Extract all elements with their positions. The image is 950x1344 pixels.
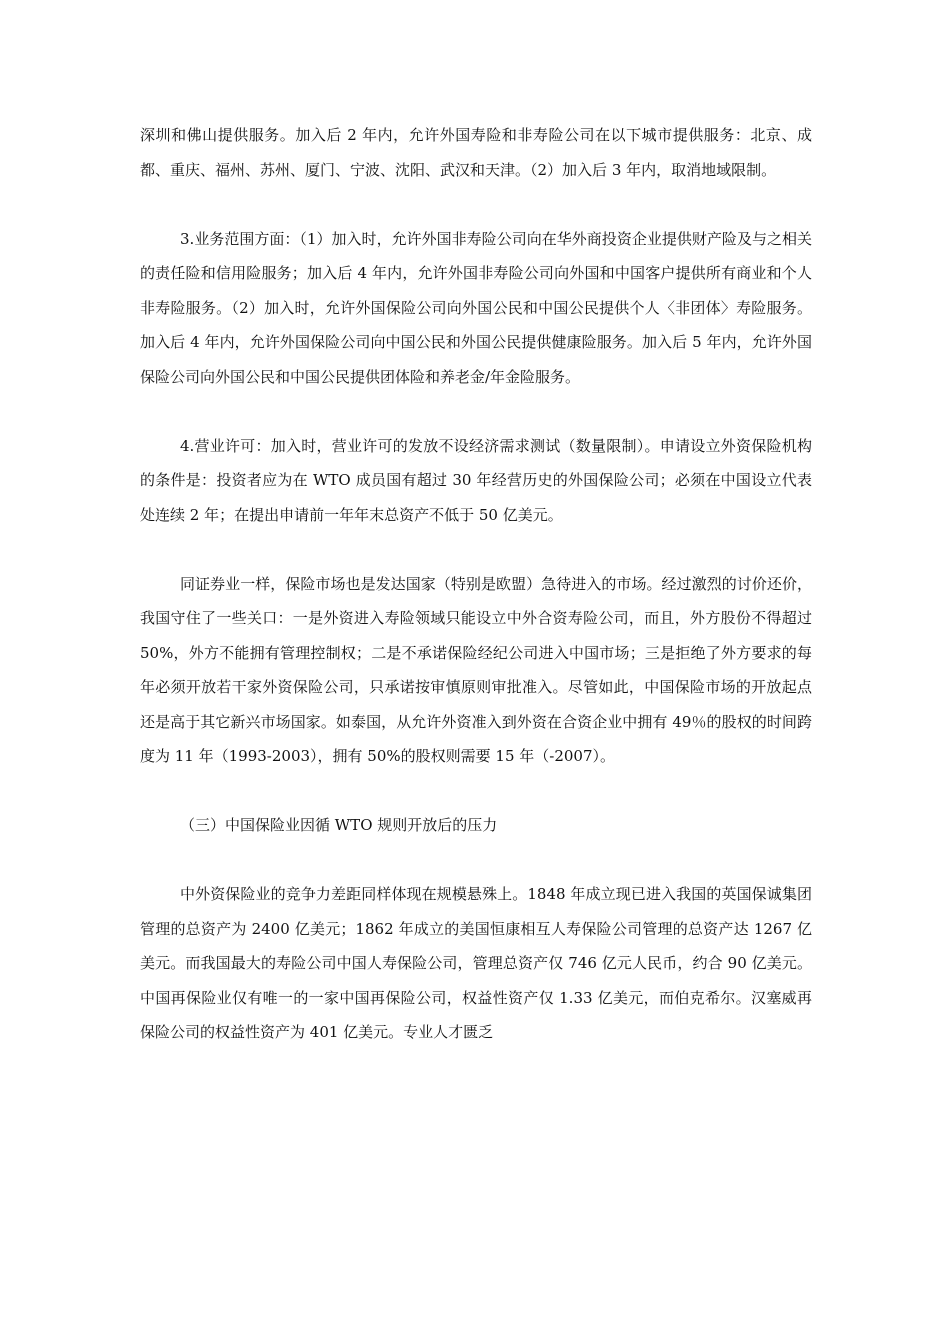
- paragraph-business-scope: 3.业务范围方面：（1）加入时，允许外国非寿险公司向在华外商投资企业提供财产险及与之相关的责任险和信用险服务；加入后 4 年内，允许外国非寿险公司向外国和中国客户提供所有商业和个人非寿险服务。（2）加入时，允许外国保险公司向外国公民和中国公民提供个人〈非团体〉寿险服务。加入后 4 年内，允许外国保险公司向中国公民和外国公民提供健康险服务。加入后 5 年内，允许外国保险公司向外国公民和中国公民提供团体险和养老金/年金险服务。: [140, 229, 812, 386]
- paragraph-market-opening: 同证券业一样，保险市场也是发达国家（特别是欧盟）急待进入的市场。经过激烈的讨价还价，我国守住了一些关口：一是外资进入寿险领域只能设立中外合资寿险公司，而且，外方股份不得超过 50%，外方不能拥有管理控制权；二是不承诺保险经纪公司进入中国市场；三是拒绝了外方要求的每年必须开放若干家外资保险公司，只承诺按审慎原则审批准入。尽管如此，中国保险市场的开放起点还是高于其它新兴市场国家。如泰国，从允许外资准入到外资在合资企业中拥有 49％的股权的时间跨度为 11 年（1993-2003），拥有 50%的股权则需要 15 年（-2007）。: [140, 574, 812, 765]
- paragraph-business-license: 4.营业许可：加入时，营业许可的发放不设经济需求测试（数量限制）。申请设立外资保险机构的条件是：投资者应为在 WTO 成员国有超过 30 年经营历史的外国保险公司；必须在中国设立代表处连续 2 年；在提出申请前一年年末总资产不低于 50 亿美元。: [140, 436, 812, 524]
- paragraph-gap: [140, 394, 812, 429]
- paragraph-gap: [140, 774, 812, 809]
- paragraph-gap: [140, 532, 812, 567]
- paragraph-gap: [140, 187, 812, 222]
- section-heading: （三）中国保险业因循 WTO 规则开放后的压力: [180, 816, 498, 834]
- paragraph-continuation: 深圳和佛山提供服务。加入后 2 年内，允许外国寿险和非寿险公司在以下城市提供服务：北京、成都、重庆、福州、苏州、厦门、宁波、沈阳、武汉和天津。（2）加入后 3 年内，取消地域限制。: [140, 126, 812, 179]
- paragraph-competitiveness: 中外资保险业的竞争力差距同样体现在规模悬殊上。1848 年成立现已进入我国的英国保诚集团管理的总资产为 2400 亿美元；1862 年成立的美国恒康相互人寿保险公司管理的总资产达 1267 亿美元。而我国最大的寿险公司中国人寿保险公司，管理总资产仅 746 亿元人民币，约合 90 亿美元。中国再保险业仅有唯一的一家中国再保险公司，权益性资产仅 1.33 亿美元，而伯克希尔。汉塞威再保险公司的权益性资产为 401 亿美元。专业人才匮乏: [140, 885, 812, 1041]
- paragraph-gap: [140, 843, 812, 878]
- document-page: [140, 118, 812, 1050]
